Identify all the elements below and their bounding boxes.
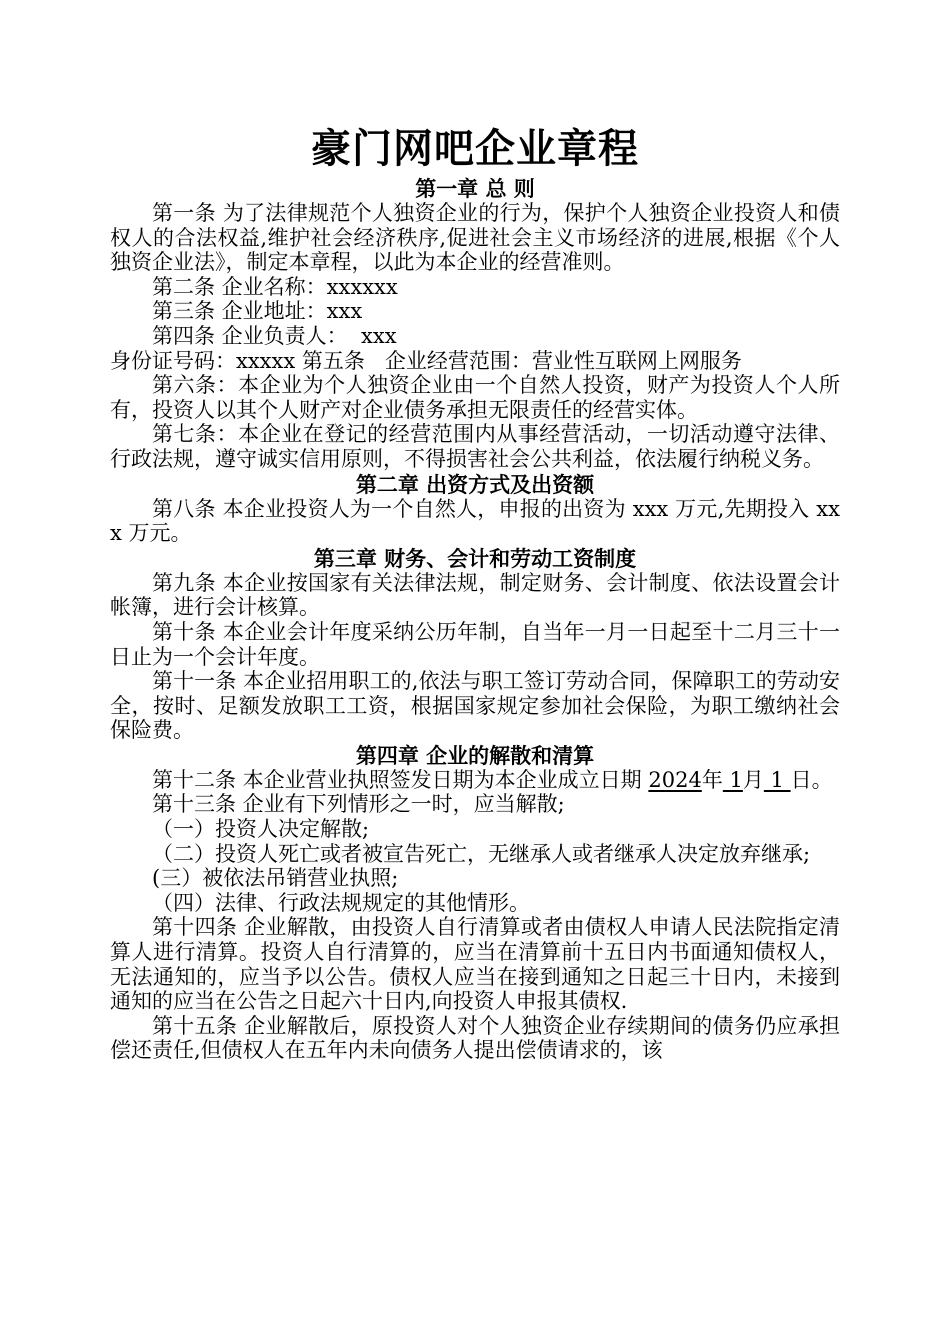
article-10: 第十条 本企业会计年度采纳公历年制，自当年一月一日起至十二月三十一日止为一个会计年度。 (110, 619, 840, 669)
establish-year: 2024 (648, 767, 702, 792)
article-13: 第十三条 企业有下列情形之一时，应当解散; (152, 792, 565, 817)
chapter-heading-1: 第一章 总 则 (415, 176, 535, 201)
article-13-item-2: （二）投资人死亡或者被宣告死亡，无继承人或者继承人决定放弃继承; (152, 841, 811, 866)
document-body (110, 122, 840, 1063)
article-12-text: 第十二条 本企业营业执照签发日期为本企业成立日期 (152, 767, 649, 792)
article-13-item-1: （一）投资人决定解散; (152, 817, 370, 842)
article-6: 第六条：本企业为个人独资企业由一个自然人投资，财产为投资人个人所有，投资人以其个人财产对企业债务承担无限责任的经营实体。 (110, 373, 840, 422)
establish-day: 1 (763, 767, 791, 792)
article-7: 第七条：本企业在登记的经营范围内从事经营活动，一切活动遵守法律、行政法规，遵守诚实信用原则，不得损害社会公共利益，依法履行纳税义务。 (110, 422, 840, 471)
article-4: 第四条 企业负责人： xxx (152, 323, 397, 348)
article-15: 第十五条 企业解散后，原投资人对个人独资企业存续期间的债务仍应承担偿还责任,但债权人在五年内未向债务人提出偿债请求的，该 (110, 1013, 840, 1063)
article-11: 第十一条 本企业招用职工的,依法与职工签订劳动合同，保障职工的劳动安全，按时、足额发放职工工资，根据国家规定参加社会保险，为职工缴纳社会保险费。 (110, 669, 840, 743)
chapter-heading-3: 第三章 财务、会计和劳动工资制度 (313, 545, 637, 571)
day-unit: 日。 (790, 767, 833, 792)
article-3: 第三条 企业地址：xxx (152, 299, 363, 324)
chapter-heading-2: 第二章 出资方式及出资额 (355, 471, 595, 497)
establish-month: 1 (722, 767, 743, 792)
article-2: 第二条 企业名称：xxxxxx (152, 274, 398, 299)
article-5-id-line: 身份证号码：xxxxx 第五条 企业经营范围：营业性互联网上网服务 (110, 348, 742, 373)
article-13-item-3: (三）被依法吊销营业执照; (152, 866, 399, 891)
chapter-heading-4: 第四章 企业的解散和清算 (355, 742, 595, 768)
article-12 (110, 768, 840, 793)
article-8: 第八条 本企业投资人为一个自然人，申报的出资为 xxx 万元,先期投入 xxx 万元。 (110, 496, 840, 546)
year-unit: 年 (701, 767, 723, 792)
document-title: 豪门网吧企业章程 (311, 125, 639, 172)
article-1: 第一条 为了法律规范个人独资企业的行为，保护个人独资企业投资人和债权人的合法权益,维护社会经济秩序,促进社会主义市场经济的进展,根据《个人独资企业法》，制定本章程，以此为本企业的经营准则。 (110, 201, 840, 275)
month-unit: 月 (742, 767, 764, 792)
article-13-item-4: （四）法律、行政法规规定的其他情形。 (152, 890, 530, 915)
article-9: 第九条 本企业按国家有关法律法规，制定财务、会计制度、依法设置会计帐簿，进行会计核算。 (110, 570, 840, 620)
article-14: 第十四条 企业解散，由投资人自行清算或者由债权人申请人民法院指定清算人进行清算。投资人自行清算的，应当在清算前十五日内书面通知债权人，无法通知的，应当予以公告。债权人应当在接到通知之日起三十日内，未接到通知的应当在公告之日起六十日内,向投资人申报其债权. (110, 915, 840, 1014)
